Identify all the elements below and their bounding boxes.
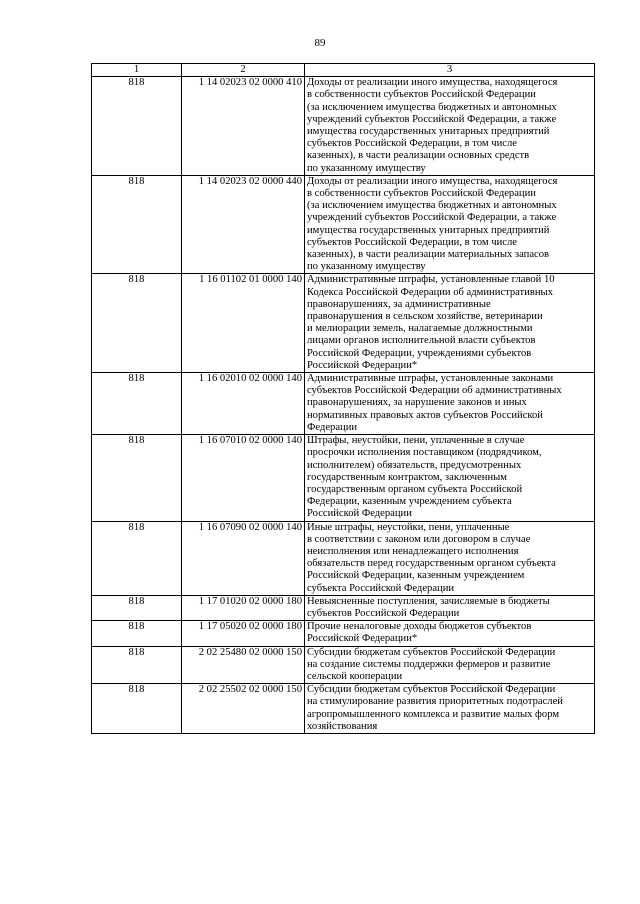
budget-classification-code-cell: 2 02 25480 02 0000 150 — [182, 646, 305, 684]
revenue-description-cell — [305, 646, 595, 684]
description-line: на создание системы поддержки фермеров и развитие — [307, 658, 551, 670]
budget-codes-table — [91, 63, 595, 734]
revenue-description-cell — [305, 274, 595, 373]
description-line: имущества государственных унитарных предприятий — [307, 224, 550, 236]
description-line: Субсидии бюджетам субъектов Российской Федерации — [307, 646, 556, 658]
description-line: в соответствии с законом или договором в случае — [307, 533, 531, 545]
description-line: Доходы от реализации иного имущества, находящегося — [307, 77, 558, 89]
description-line: казенных), в части реализации материальных запасов — [307, 249, 550, 261]
admin-code-cell: 818 — [92, 373, 182, 435]
description-line: Российской Федерации, казенным учреждением — [307, 570, 525, 582]
revenue-description-cell — [305, 77, 595, 176]
description-line: субъектов Российской Федерации об административных — [307, 385, 562, 397]
admin-code-cell: 818 — [92, 595, 182, 620]
description-line: правонарушениях, за нарушение законов и иных — [307, 397, 527, 409]
table-row — [92, 595, 595, 620]
description-line: субъектов Российской Федерации, в том числе — [307, 138, 517, 150]
description-line: по указанному имуществу — [307, 261, 426, 273]
description-line: правонарушениях, за административные — [307, 298, 491, 310]
revenue-description-cell — [305, 521, 595, 595]
admin-code-cell: 818 — [92, 274, 182, 373]
table-row — [92, 646, 595, 684]
description-line: Федерации, казенным учреждением субъекта — [307, 496, 512, 508]
admin-code-cell: 818 — [92, 646, 182, 684]
description-line: правонарушения в сельском хозяйстве, ветеринарии — [307, 311, 543, 323]
description-line: Прочие неналоговые доходы бюджетов субъектов — [307, 621, 532, 633]
description-line: Субсидии бюджетам субъектов Российской Федерации — [307, 684, 556, 696]
table-row — [92, 684, 595, 734]
description-line: Иные штрафы, неустойки, пени, уплаченные — [307, 521, 510, 533]
table-row — [92, 435, 595, 521]
description-line: учреждений субъектов Российской Федерации, а также — [307, 212, 557, 224]
description-line: Российской Федерации* — [307, 633, 418, 645]
table-header-row — [92, 64, 595, 77]
description-line: субъектов Российской Федерации — [307, 607, 460, 619]
description-line: (за исключением имущества бюджетных и автономных — [307, 200, 557, 212]
description-line: Административные штрафы, установленные законами — [307, 373, 554, 385]
table-row — [92, 621, 595, 646]
table-row — [92, 274, 595, 373]
description-line: лицами органов исполнительной власти субъектов — [307, 335, 536, 347]
budget-classification-code-cell: 2 02 25502 02 0000 150 — [182, 684, 305, 734]
description-line: в собственности субъектов Российской Федерации — [307, 188, 536, 200]
description-line: агропромышленного комплекса и развитие малых форм — [307, 708, 560, 720]
table-row — [92, 521, 595, 595]
admin-code-cell: 818 — [92, 435, 182, 521]
description-line: просрочки исполнения поставщиком (подрядчиком, — [307, 447, 542, 459]
description-line: исполнителем) обязательств, предусмотренных — [307, 459, 522, 471]
admin-code-cell: 818 — [92, 521, 182, 595]
description-line: Доходы от реализации иного имущества, находящегося — [307, 175, 558, 187]
budget-classification-code-cell: 1 17 01020 02 0000 180 — [182, 595, 305, 620]
description-line: имущества государственных унитарных предприятий — [307, 126, 550, 138]
budget-classification-code-cell: 1 17 05020 02 0000 180 — [182, 621, 305, 646]
description-line: по указанному имуществу — [307, 162, 426, 174]
column-header-2: 2 — [182, 64, 305, 77]
revenue-description-cell — [305, 373, 595, 435]
budget-classification-code-cell: 1 16 01102 01 0000 140 — [182, 274, 305, 373]
description-line: (за исключением имущества бюджетных и автономных — [307, 101, 557, 113]
description-line: казенных), в части реализации основных средств — [307, 150, 530, 162]
budget-classification-code-cell: 1 16 07090 02 0000 140 — [182, 521, 305, 595]
revenue-description-cell — [305, 684, 595, 734]
description-line: государственным органом субъекта Российской — [307, 483, 523, 495]
column-header-1: 1 — [92, 64, 182, 77]
description-line: Штрафы, неустойки, пени, уплаченные в случае — [307, 435, 525, 447]
budget-classification-code-cell: 1 14 02023 02 0000 440 — [182, 175, 305, 274]
description-line: хозяйствования — [307, 720, 378, 732]
description-line: Невыясненные поступления, зачисляемые в бюджеты — [307, 595, 550, 607]
description-line: государственным контрактом, заключенным — [307, 471, 507, 483]
description-line: неисполнения или ненадлежащего исполнения — [307, 545, 519, 557]
revenue-description-cell — [305, 595, 595, 620]
table-row — [92, 373, 595, 435]
description-line: нормативных правовых актов субъектов Российской — [307, 409, 543, 421]
description-line: Российской Федерации, учреждениями субъектов — [307, 347, 532, 359]
description-line: в собственности субъектов Российской Федерации — [307, 89, 536, 101]
description-line: учреждений субъектов Российской Федерации, а также — [307, 113, 557, 125]
description-line: Федерации — [307, 421, 358, 433]
description-line: субъектов Российской Федерации, в том числе — [307, 236, 517, 248]
description-line: Административные штрафы, установленные главой 10 — [307, 274, 555, 286]
admin-code-cell: 818 — [92, 621, 182, 646]
description-line: обязательств перед государственным органом субъекта — [307, 558, 556, 570]
description-line: на стимулирование развития приоритетных подотраслей — [307, 696, 563, 708]
admin-code-cell: 818 — [92, 684, 182, 734]
budget-classification-code-cell: 1 14 02023 02 0000 410 — [182, 77, 305, 176]
column-header-3: 3 — [305, 64, 595, 77]
admin-code-cell: 818 — [92, 77, 182, 176]
description-line: субъекта Российской Федерации — [307, 582, 455, 594]
description-line: Российской Федерации* — [307, 359, 418, 371]
revenue-description-cell — [305, 435, 595, 521]
revenue-description-cell — [305, 175, 595, 274]
page-number: 89 — [314, 37, 326, 49]
budget-classification-code-cell: 1 16 07010 02 0000 140 — [182, 435, 305, 521]
admin-code-cell: 818 — [92, 175, 182, 274]
description-line: сельской кооперации — [307, 670, 403, 682]
budget-classification-code-cell: 1 16 02010 02 0000 140 — [182, 373, 305, 435]
description-line: Российской Федерации — [307, 508, 412, 520]
table-row — [92, 175, 595, 274]
description-line: Кодекса Российской Федерации об административных — [307, 286, 553, 298]
description-line: и мелиорации земель, налагаемые должностными — [307, 323, 533, 335]
revenue-description-cell — [305, 621, 595, 646]
table-row — [92, 77, 595, 176]
